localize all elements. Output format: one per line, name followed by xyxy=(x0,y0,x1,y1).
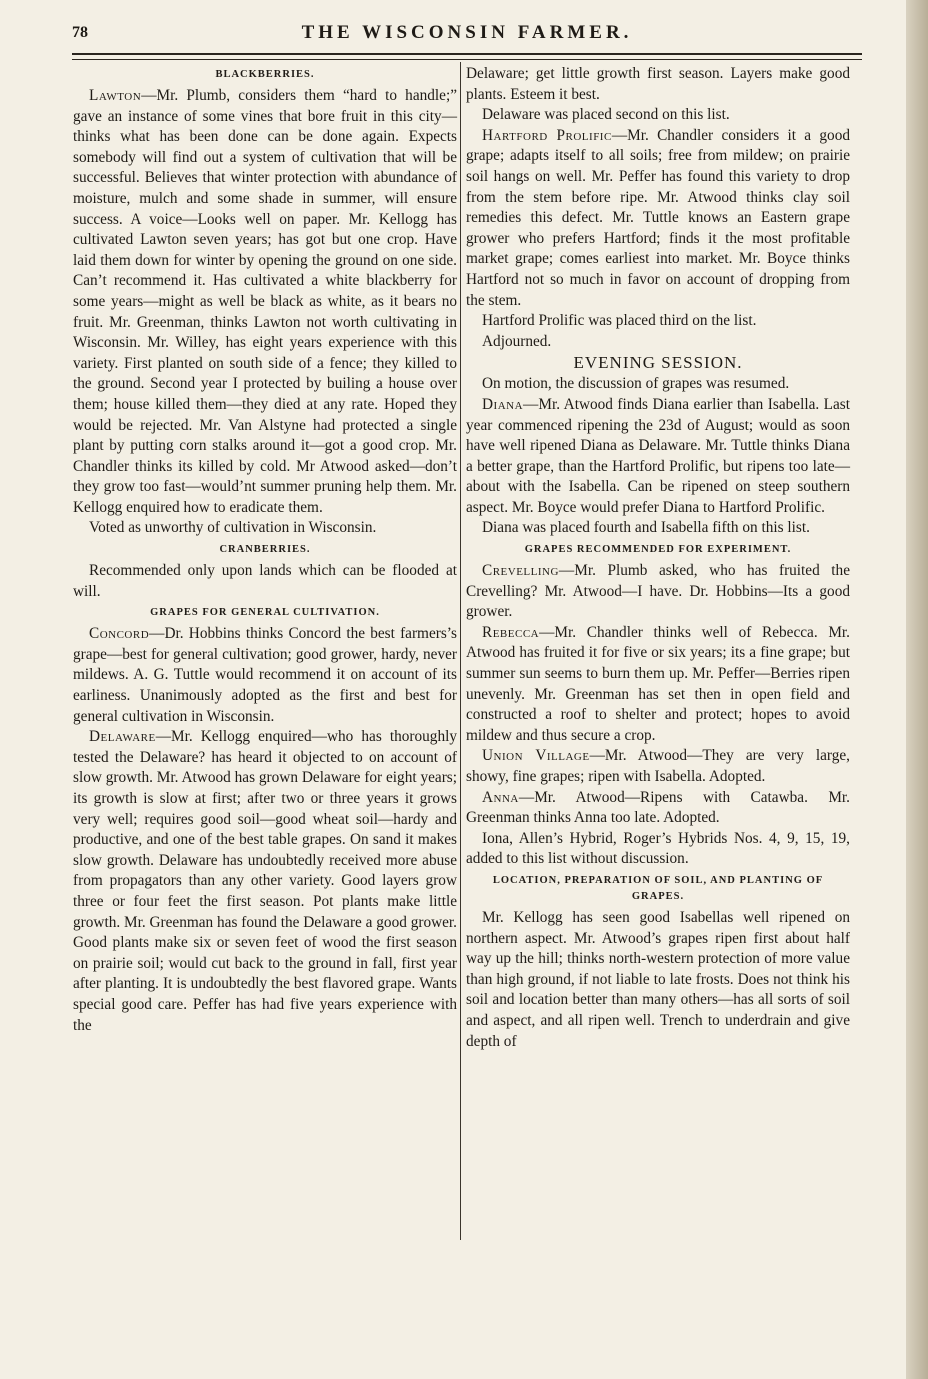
paragraph xyxy=(73,518,457,539)
paragraph xyxy=(73,624,457,727)
paragraph-text: —Dr. Hobbins thinks Concord the best farmers’s grape—best for general cultivation; good grower, hardy, never mildews. A. G. Tuttle would recommend it on account of its earliness. Unanimously adopted as the first and best for general cultivation in Wisconsin. xyxy=(73,625,457,725)
page-header xyxy=(72,18,862,48)
paragraph xyxy=(466,561,850,623)
variety-name: Diana xyxy=(482,395,524,413)
variety-name: Hartford Prolific xyxy=(482,126,612,144)
variety-name: Concord xyxy=(89,625,150,643)
paragraph xyxy=(466,332,850,353)
paragraph-text: On motion, the discussion of grapes was resumed. xyxy=(482,375,790,393)
page-number: 78 xyxy=(72,24,88,41)
paragraph-text: Delaware; get little growth first season. Layers make good plants. Esteem it best. xyxy=(466,65,850,103)
section-heading: GRAPES FOR GENERAL CULTIVATION. xyxy=(150,607,380,619)
paragraph xyxy=(466,395,850,519)
paragraph xyxy=(466,788,850,829)
variety-name: Rebecca xyxy=(482,623,540,641)
paragraph xyxy=(466,126,850,311)
paragraph xyxy=(73,727,457,1036)
variety-name: Lawton xyxy=(89,87,142,104)
header-rule xyxy=(72,53,862,55)
right-column xyxy=(466,64,850,1052)
paragraph xyxy=(466,518,850,539)
paragraph xyxy=(466,105,850,126)
paragraph-text: —Mr. Chandler thinks well of Rebecca. Mr. Atwood has fruited it for five or six years; its a fine grape; but summer sun seems to burn them up. Mr. Peffer—Berries ripen unevenly. Mr. Greenman has set then in open field and constructed a roof to shelter and protect; hopes to avoid mildew and thus secure a crop. xyxy=(466,623,850,744)
section-heading: EVENING SESSION. xyxy=(573,353,743,373)
section-heading: LOCATION, PREPARATION OF SOIL, AND PLANTING OF GRAPES. xyxy=(492,874,824,902)
paragraph-text: Hartford Prolific was placed third on the list. xyxy=(482,312,757,330)
paragraph xyxy=(466,746,850,787)
paragraph-text: Iona, Allen’s Hybrid, Roger’s Hybrids Nos. 4, 9, 15, 19, added to this list without discussion. xyxy=(466,829,850,868)
paragraph-text: —Mr. Plumb, considers them “hard to handle;” gave an instance of some vines that bore fruit in this city—thinks what has been done can be done again. Expects somebody will find out a system of cultivation that will be successful. Believes that winter protection with abundance of moisture, mulch and some shade in summer, will ensure success. A voice—Looks well on paper. Mr. Kellogg has cultivated Lawton seven years; has got but one crop. Have laid them down for winter by opening the ground on one side. Can’t recommend it. Has cultivated a white blackberry for some years—might as well be black as white, as it bears no fruit. Mr. Greenman, thinks Lawton not worth cultivating in Wisconsin. Mr. Willey, has eight years experience with this variety. First planted on south side of a fence; they killed to the ground. Second year I protected by builing a house over them; house killed them—they died at any rate. Hoped they would be rejected. Mr. Van Alstyne had protected a single plant by putting corn stalks around it—got a good crop. Mr. Chandler thinks its killed by cold. Mr Atwood asked—don’t they grow too fast—would’nt summer pruning help them. Mr. Kellogg enquired how to eradicate them. xyxy=(73,87,457,516)
variety-name: Union Village xyxy=(482,747,590,765)
page-edge xyxy=(906,0,928,1379)
paragraph-text: —Mr. Kellogg enquired—who has thoroughly tested the Delaware? has heard it objected to on account of slow growth. Mr. Atwood has grown Delaware for eight years; its growth is slow at first; after two or three years it grows very well; requires good soil—good wheat soil—hardy and productive, and one of the best table grapes. On sand it makes slow growth. Delaware has undoubtedly received more abuse from propagators than any other variety. Good layers grow three or four feet the first season. Pot plants make little growth. Mr. Greenman has found the Delaware a good grower. Good plants make six or seven feet of wood the first season on prairie soil; would cut back to the ground in fall, first year after planting. It is undoubtedly the best flavored grape. Wants special good care. Peffer has had five years experience with the xyxy=(73,728,458,1034)
paragraph xyxy=(466,311,850,332)
paragraph-text: —Mr. Atwood—They are very large, showy, fine grapes; ripen with Isabella. Adopted. xyxy=(466,747,850,785)
section-heading: BLACKBERRIES. xyxy=(215,69,315,80)
paragraph xyxy=(466,374,850,395)
paragraph-text: —Mr. Atwood finds Diana earlier than Isabella. Last year commenced ripening the 23d of August; would as soon have well ripened Diana as Delaware. Mr. Tuttle thinks Diana a better grape, than the Hartford Prolific, but ripens too late—about with the Isabella. Can be ripened on steep southern aspect. Mr. Boyce would prefer Diana to Hartford Prolific. xyxy=(466,395,850,516)
paragraph-text: —Mr. Plumb asked, who has fruited the Crevelling? Mr. Atwood—I have. Dr. Hobbins—Its a good grower. xyxy=(466,562,850,621)
paragraph xyxy=(466,64,850,105)
paragraph-text: Mr. Kellogg has seen good Isabellas well ripened on northern aspect. Mr. Atwood’s grapes ripen first about half way up the hill; thinks north-western protection of more value than high ground, if not liable to late frosts. Does not think his soil and location better than many others—has all sorts of soil and aspect, and all ripen well. Trench to underdrain and give depth of xyxy=(466,908,850,1050)
journal-title: THE WISCONSIN FARMER. xyxy=(301,22,633,43)
paragraph xyxy=(466,829,850,870)
paragraph xyxy=(73,86,457,518)
paragraph-text: Adjourned. xyxy=(482,332,552,350)
left-column xyxy=(73,64,457,1036)
variety-name: Anna xyxy=(482,788,519,806)
column-divider xyxy=(460,62,461,1240)
variety-name: Crevelling xyxy=(482,562,559,580)
section-heading: GRAPES RECOMMENDED FOR EXPERIMENT. xyxy=(524,544,792,556)
section-heading: CRANBERRIES. xyxy=(219,544,311,556)
paragraph xyxy=(73,561,457,602)
paragraph-text: —Mr. Chandler considers it a good grape; adapts itself to all soils; free from mildew; on prairie soil hangs on well. Mr. Peffer has found this variety to drop from the stem before ripe. Mr. Atwood thinks clay soil remedies this defect. Mr. Tuttle knows an Eastern grape grower who prefers Hartford; finds it the most profitable market grape; comes earliest into market. Mr. Boyce thinks Hartford not so much in favor on account of dropping from the stem. xyxy=(466,126,850,309)
header-rule-thin xyxy=(72,59,862,60)
paragraph-text: Delaware was placed second on this list. xyxy=(482,106,730,124)
paragraph-text: Voted as unworthy of cultivation in Wisconsin. xyxy=(89,519,377,537)
paragraph-text: —Mr. Atwood—Ripens with Catawba. Mr. Greenman thinks Anna too late. Adopted. xyxy=(466,788,850,827)
paragraph-text: Recommended only upon lands which can be flooded at will. xyxy=(73,562,457,600)
variety-name: Delaware xyxy=(89,728,156,746)
paragraph-text: Diana was placed fourth and Isabella fifth on this list. xyxy=(482,519,810,537)
paragraph xyxy=(466,908,850,1052)
paragraph xyxy=(466,623,850,747)
